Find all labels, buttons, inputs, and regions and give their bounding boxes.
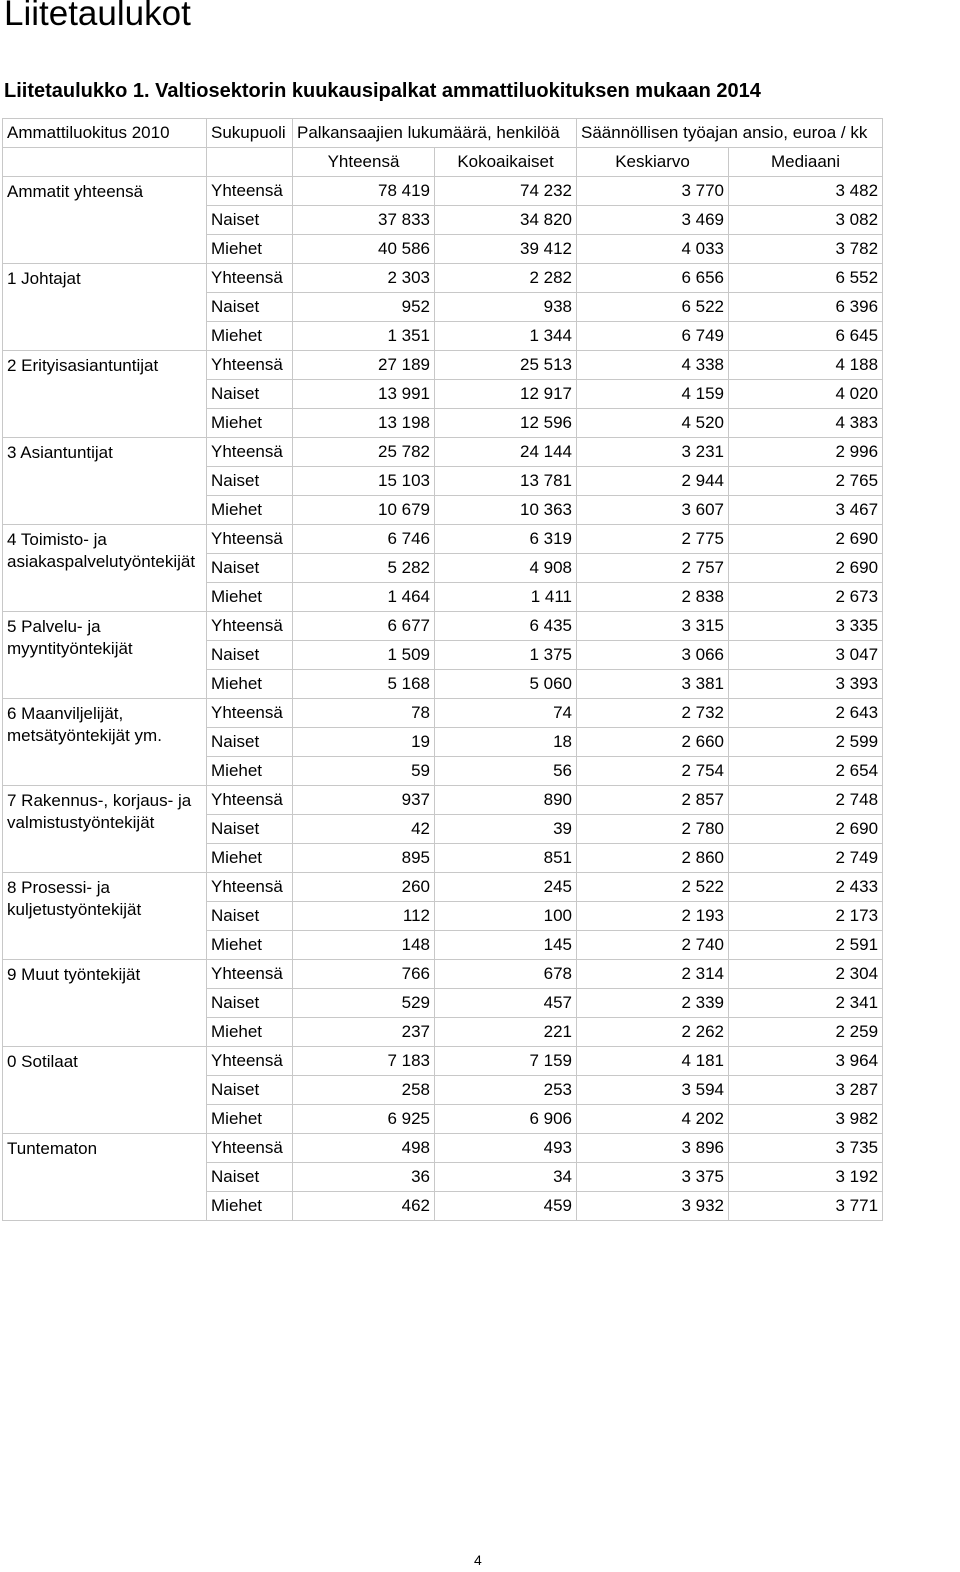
fulltime-cell: 1 411 [435, 583, 577, 612]
gender-cell: Miehet [207, 844, 293, 873]
gender-cell: Yhteensä [207, 873, 293, 902]
table-row [3, 786, 883, 815]
total-cell: 1 464 [293, 583, 435, 612]
fulltime-cell: 6 319 [435, 525, 577, 554]
median-cell: 2 591 [729, 931, 883, 960]
mean-cell: 3 375 [577, 1163, 729, 1192]
occupation-cell: 7 Rakennus-, korjaus- ja valmistustyöntekijät [3, 786, 207, 873]
fulltime-cell: 6 435 [435, 612, 577, 641]
median-cell: 2 690 [729, 525, 883, 554]
median-cell: 3 393 [729, 670, 883, 699]
salary-table [2, 118, 883, 1221]
fulltime-cell: 5 060 [435, 670, 577, 699]
header-employees: Palkansaajien lukumäärä, henkilöä [293, 119, 577, 148]
mean-cell: 2 740 [577, 931, 729, 960]
occupation-cell: 6 Maanviljelijät, metsätyöntekijät ym. [3, 699, 207, 786]
fulltime-cell: 25 513 [435, 351, 577, 380]
fulltime-cell: 1 375 [435, 641, 577, 670]
gender-cell: Naiset [207, 467, 293, 496]
mean-cell: 2 660 [577, 728, 729, 757]
fulltime-cell: 13 781 [435, 467, 577, 496]
gender-cell: Yhteensä [207, 438, 293, 467]
median-cell: 2 433 [729, 873, 883, 902]
gender-cell: Naiset [207, 641, 293, 670]
mean-cell: 4 520 [577, 409, 729, 438]
gender-cell: Yhteensä [207, 264, 293, 293]
total-cell: 1 351 [293, 322, 435, 351]
total-cell: 112 [293, 902, 435, 931]
total-cell: 7 183 [293, 1047, 435, 1076]
total-cell: 40 586 [293, 235, 435, 264]
table-title: Liitetaulukko 1. Valtiosektorin kuukausipalkat ammattiluokituksen mukaan 2014 [4, 80, 761, 102]
mean-cell: 3 381 [577, 670, 729, 699]
gender-cell: Miehet [207, 322, 293, 351]
gender-cell: Naiset [207, 728, 293, 757]
median-cell: 3 467 [729, 496, 883, 525]
mean-cell: 2 193 [577, 902, 729, 931]
total-cell: 6 925 [293, 1105, 435, 1134]
fulltime-cell: 459 [435, 1192, 577, 1221]
median-cell: 2 173 [729, 902, 883, 931]
total-cell: 6 677 [293, 612, 435, 641]
total-cell: 13 991 [293, 380, 435, 409]
median-cell: 6 396 [729, 293, 883, 322]
header-row-1 [3, 119, 883, 148]
mean-cell: 2 860 [577, 844, 729, 873]
mean-cell: 3 607 [577, 496, 729, 525]
total-cell: 260 [293, 873, 435, 902]
median-cell: 3 192 [729, 1163, 883, 1192]
median-cell: 2 748 [729, 786, 883, 815]
gender-cell: Naiset [207, 815, 293, 844]
median-cell: 6 645 [729, 322, 883, 351]
fulltime-cell: 253 [435, 1076, 577, 1105]
occupation-cell: 2 Erityisasiantuntijat [3, 351, 207, 438]
median-cell: 3 982 [729, 1105, 883, 1134]
fulltime-cell: 457 [435, 989, 577, 1018]
gender-cell: Miehet [207, 583, 293, 612]
median-cell: 6 552 [729, 264, 883, 293]
fulltime-cell: 890 [435, 786, 577, 815]
gender-cell: Naiset [207, 1076, 293, 1105]
gender-cell: Miehet [207, 931, 293, 960]
gender-cell: Yhteensä [207, 960, 293, 989]
mean-cell: 2 775 [577, 525, 729, 554]
header-fulltime: Kokoaikaiset [435, 148, 577, 177]
total-cell: 1 509 [293, 641, 435, 670]
total-cell: 27 189 [293, 351, 435, 380]
gender-cell: Naiset [207, 380, 293, 409]
table-row [3, 873, 883, 902]
mean-cell: 3 770 [577, 177, 729, 206]
gender-cell: Miehet [207, 235, 293, 264]
mean-cell: 2 838 [577, 583, 729, 612]
total-cell: 59 [293, 757, 435, 786]
header-occupation: Ammattiluokitus 2010 [3, 119, 207, 148]
gender-cell: Naiset [207, 554, 293, 583]
total-cell: 19 [293, 728, 435, 757]
fulltime-cell: 100 [435, 902, 577, 931]
median-cell: 2 690 [729, 815, 883, 844]
table-row [3, 960, 883, 989]
total-cell: 5 168 [293, 670, 435, 699]
gender-cell: Yhteensä [207, 786, 293, 815]
median-cell: 4 188 [729, 351, 883, 380]
total-cell: 148 [293, 931, 435, 960]
total-cell: 6 746 [293, 525, 435, 554]
gender-cell: Miehet [207, 1192, 293, 1221]
occupation-cell: 5 Palvelu- ja myyntityöntekijät [3, 612, 207, 699]
median-cell: 3 482 [729, 177, 883, 206]
mean-cell: 2 754 [577, 757, 729, 786]
fulltime-cell: 39 412 [435, 235, 577, 264]
total-cell: 498 [293, 1134, 435, 1163]
header-empty [3, 148, 207, 177]
mean-cell: 3 932 [577, 1192, 729, 1221]
fulltime-cell: 12 917 [435, 380, 577, 409]
fulltime-cell: 2 282 [435, 264, 577, 293]
fulltime-cell: 851 [435, 844, 577, 873]
table-row [3, 177, 883, 206]
mean-cell: 2 262 [577, 1018, 729, 1047]
total-cell: 937 [293, 786, 435, 815]
gender-cell: Yhteensä [207, 351, 293, 380]
fulltime-cell: 145 [435, 931, 577, 960]
median-cell: 4 020 [729, 380, 883, 409]
gender-cell: Miehet [207, 670, 293, 699]
mean-cell: 3 896 [577, 1134, 729, 1163]
median-cell: 2 341 [729, 989, 883, 1018]
occupation-cell: Tuntematon [3, 1134, 207, 1221]
header-earnings: Säännöllisen työajan ansio, euroa / kk [577, 119, 883, 148]
mean-cell: 3 315 [577, 612, 729, 641]
fulltime-cell: 24 144 [435, 438, 577, 467]
total-cell: 237 [293, 1018, 435, 1047]
total-cell: 529 [293, 989, 435, 1018]
median-cell: 2 996 [729, 438, 883, 467]
header-empty [207, 148, 293, 177]
mean-cell: 2 314 [577, 960, 729, 989]
page-title: Liitetaulukot [4, 0, 191, 33]
gender-cell: Naiset [207, 989, 293, 1018]
table-row [3, 1134, 883, 1163]
gender-cell: Naiset [207, 902, 293, 931]
fulltime-cell: 1 344 [435, 322, 577, 351]
total-cell: 36 [293, 1163, 435, 1192]
fulltime-cell: 7 159 [435, 1047, 577, 1076]
fulltime-cell: 10 363 [435, 496, 577, 525]
gender-cell: Yhteensä [207, 1047, 293, 1076]
fulltime-cell: 39 [435, 815, 577, 844]
mean-cell: 4 033 [577, 235, 729, 264]
header-mean: Keskiarvo [577, 148, 729, 177]
median-cell: 2 304 [729, 960, 883, 989]
gender-cell: Naiset [207, 206, 293, 235]
mean-cell: 2 757 [577, 554, 729, 583]
occupation-cell: 1 Johtajat [3, 264, 207, 351]
gender-cell: Miehet [207, 409, 293, 438]
total-cell: 258 [293, 1076, 435, 1105]
median-cell: 3 771 [729, 1192, 883, 1221]
mean-cell: 3 594 [577, 1076, 729, 1105]
median-cell: 2 259 [729, 1018, 883, 1047]
fulltime-cell: 245 [435, 873, 577, 902]
gender-cell: Naiset [207, 293, 293, 322]
fulltime-cell: 678 [435, 960, 577, 989]
table-row [3, 612, 883, 641]
fulltime-cell: 6 906 [435, 1105, 577, 1134]
mean-cell: 6 749 [577, 322, 729, 351]
mean-cell: 2 339 [577, 989, 729, 1018]
fulltime-cell: 74 [435, 699, 577, 728]
gender-cell: Yhteensä [207, 177, 293, 206]
gender-cell: Yhteensä [207, 612, 293, 641]
total-cell: 952 [293, 293, 435, 322]
header-total: Yhteensä [293, 148, 435, 177]
mean-cell: 4 202 [577, 1105, 729, 1134]
mean-cell: 3 231 [577, 438, 729, 467]
occupation-cell: 4 Toimisto- ja asiakaspalvelutyöntekijät [3, 525, 207, 612]
mean-cell: 3 469 [577, 206, 729, 235]
median-cell: 3 782 [729, 235, 883, 264]
occupation-cell: 8 Prosessi- ja kuljetustyöntekijät [3, 873, 207, 960]
mean-cell: 4 338 [577, 351, 729, 380]
fulltime-cell: 493 [435, 1134, 577, 1163]
total-cell: 10 679 [293, 496, 435, 525]
table-row [3, 699, 883, 728]
median-cell: 4 383 [729, 409, 883, 438]
fulltime-cell: 221 [435, 1018, 577, 1047]
fulltime-cell: 34 [435, 1163, 577, 1192]
gender-cell: Yhteensä [207, 699, 293, 728]
page-number: 4 [474, 1552, 482, 1568]
total-cell: 25 782 [293, 438, 435, 467]
occupation-cell: Ammatit yhteensä [3, 177, 207, 264]
gender-cell: Naiset [207, 1163, 293, 1192]
median-cell: 3 964 [729, 1047, 883, 1076]
median-cell: 3 335 [729, 612, 883, 641]
total-cell: 78 [293, 699, 435, 728]
mean-cell: 2 857 [577, 786, 729, 815]
total-cell: 42 [293, 815, 435, 844]
median-cell: 2 599 [729, 728, 883, 757]
gender-cell: Miehet [207, 1105, 293, 1134]
median-cell: 3 287 [729, 1076, 883, 1105]
gender-cell: Yhteensä [207, 1134, 293, 1163]
table-row [3, 525, 883, 554]
median-cell: 3 082 [729, 206, 883, 235]
header-median: Mediaani [729, 148, 883, 177]
mean-cell: 3 066 [577, 641, 729, 670]
total-cell: 766 [293, 960, 435, 989]
median-cell: 2 643 [729, 699, 883, 728]
header-row-2 [3, 148, 883, 177]
median-cell: 2 765 [729, 467, 883, 496]
gender-cell: Miehet [207, 1018, 293, 1047]
median-cell: 2 749 [729, 844, 883, 873]
gender-cell: Yhteensä [207, 525, 293, 554]
table-row [3, 1047, 883, 1076]
table-row [3, 438, 883, 467]
table-row [3, 351, 883, 380]
total-cell: 15 103 [293, 467, 435, 496]
mean-cell: 2 780 [577, 815, 729, 844]
median-cell: 2 690 [729, 554, 883, 583]
total-cell: 2 303 [293, 264, 435, 293]
fulltime-cell: 12 596 [435, 409, 577, 438]
occupation-cell: 9 Muut työntekijät [3, 960, 207, 1047]
fulltime-cell: 74 232 [435, 177, 577, 206]
fulltime-cell: 4 908 [435, 554, 577, 583]
mean-cell: 6 522 [577, 293, 729, 322]
mean-cell: 6 656 [577, 264, 729, 293]
gender-cell: Miehet [207, 757, 293, 786]
mean-cell: 2 944 [577, 467, 729, 496]
median-cell: 3 735 [729, 1134, 883, 1163]
gender-cell: Miehet [207, 496, 293, 525]
header-gender: Sukupuoli [207, 119, 293, 148]
total-cell: 895 [293, 844, 435, 873]
fulltime-cell: 18 [435, 728, 577, 757]
mean-cell: 4 159 [577, 380, 729, 409]
occupation-cell: 0 Sotilaat [3, 1047, 207, 1134]
occupation-cell: 3 Asiantuntijat [3, 438, 207, 525]
fulltime-cell: 34 820 [435, 206, 577, 235]
fulltime-cell: 938 [435, 293, 577, 322]
total-cell: 78 419 [293, 177, 435, 206]
median-cell: 2 654 [729, 757, 883, 786]
total-cell: 462 [293, 1192, 435, 1221]
fulltime-cell: 56 [435, 757, 577, 786]
mean-cell: 2 522 [577, 873, 729, 902]
total-cell: 37 833 [293, 206, 435, 235]
total-cell: 13 198 [293, 409, 435, 438]
median-cell: 3 047 [729, 641, 883, 670]
total-cell: 5 282 [293, 554, 435, 583]
mean-cell: 2 732 [577, 699, 729, 728]
table-row [3, 264, 883, 293]
median-cell: 2 673 [729, 583, 883, 612]
mean-cell: 4 181 [577, 1047, 729, 1076]
